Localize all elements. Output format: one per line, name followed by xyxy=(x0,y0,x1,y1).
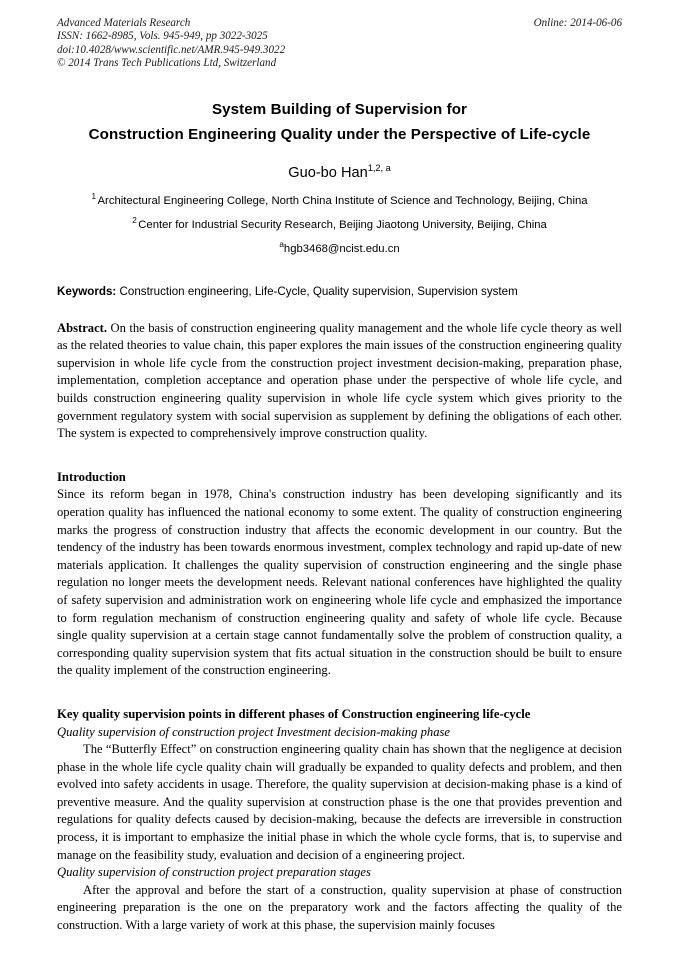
online-publication-date: Online: 2014-06-06 xyxy=(533,17,622,29)
email-marker: a xyxy=(279,239,284,249)
keywords-value: Construction engineering, Life-Cycle, Quality supervision, Supervision system xyxy=(119,284,518,298)
author-affiliation-markers: 1,2, a xyxy=(367,162,391,173)
email-address: hgb3468@ncist.edu.cn xyxy=(283,242,400,255)
journal-copyright-line: © 2014 Trans Tech Publications Ltd, Switzerland xyxy=(57,57,277,70)
title-line-1: System Building of Supervision for xyxy=(212,100,467,118)
affiliation-2-text: Center for Industrial Security Research, Beijing Jiaotong University, Beijing, China xyxy=(138,218,547,231)
page-title xyxy=(57,97,622,147)
introduction-paragraph: Since its reform began in 1978, China's construction industry has been developing significantly and its operation quality has influenced the national economy to some extent. The quality of construction engineering marks the progress of construction industry that affects the economic development in our country. But the tendency of the industry has been towards enormous investment, complex technology and rapid up-date of new materials application. It challenges the quality supervision of construction engineering and the single phase regulation no longer meets the development needs. Relevant national conferences have highlighted the quality of safety supervision and administration work on engineering whole life cycle and emphasized the importance to form regulation mechanism of construction engineering quality and safety of whole life cycle. Because single quality supervision at a certain stage cannot fundamentally solve the problem of construction quality, a corresponding quality supervision system that fits actual situation in the construction should be built to ensure the quality implement of the construction engineering. xyxy=(57,487,622,678)
journal-issn-line: ISSN: 1662-8985, Vols. 945-949, pp 3022-3025 xyxy=(57,30,268,43)
journal-doi-line: doi:10.4028/www.scientific.net/AMR.945-949.3022 xyxy=(57,43,286,56)
paragraph-investment-decision-phase: The “Butterfly Effect” on construction engineering quality chain has shown that the negligence at decision phase in the whole life cycle quality chain will gradually be expanded to quality defects and problem, and then evolved into safety accidents in usage. Therefore, the quality supervision at decision-making phase is a kind of preventive measure. And the quality supervision at construction phase is the one that provides prevention and regulations for quality defects caused by decision-making, because the defects are irreversible in construction process, it is important to emphasize the initial phase in which the whole cycle forms, that is, to supervise and manage on the feasibility study, evaluation and decision of a engineering project. xyxy=(57,742,622,862)
section-heading-key-points: Key quality supervision points in different phases of Construction engineering life-cycle xyxy=(57,706,531,721)
affiliation-1-marker: 1 xyxy=(91,191,97,201)
journal-header xyxy=(57,17,622,71)
subheading-investment-decision-phase: Quality supervision of construction project Investment decision-making phase xyxy=(57,724,451,739)
affiliation-1 xyxy=(57,191,622,208)
keywords-line xyxy=(57,284,622,299)
journal-header-left xyxy=(57,17,453,71)
abstract-text: On the basis of construction engineering quality management and the whole life cycle theory as well as the related theories to value chain, this paper explores the main issues of the construction engineering quality supervision in whole life cycle from the construction project investment decision-making, preparation phase, implementation, completion acceptance and operation phase under the perspective of whole life cycle, and builds construction engineering quality supervision in whole life cycle system which gives priority to the government regulatory system with social supervision as supplement by defining the obligations of each other. The system is expected to comprehensively improve construction quality. xyxy=(57,320,622,441)
author-line xyxy=(57,164,622,182)
keywords-label: Keywords: xyxy=(57,284,117,298)
author-name: Guo-bo Han xyxy=(288,164,368,181)
affiliation-2-marker: 2 xyxy=(132,215,137,225)
subheading-preparation-stages: Quality supervision of construction project preparation stages xyxy=(57,865,371,880)
section-heading-introduction: Introduction xyxy=(57,469,126,484)
abstract-block xyxy=(57,320,622,443)
author-email xyxy=(57,239,622,256)
paragraph-preparation-stages: After the approval and before the start of a construction, quality supervision at phase of construction engineering preparation is the one on the preparatory work and the factors affecting the quality of the construction. With a large variety of work at this phase, the supervision mainly focuses xyxy=(57,882,622,933)
affiliation-1-text: Architectural Engineering College, North China Institute of Science and Technology, Beijing, China xyxy=(97,194,588,207)
title-line-2: Construction Engineering Quality under the Perspective of Life-cycle xyxy=(88,125,591,143)
affiliation-2 xyxy=(57,215,622,232)
abstract-label: Abstract. xyxy=(57,320,108,335)
journal-name: Advanced Materials Research xyxy=(57,17,191,29)
